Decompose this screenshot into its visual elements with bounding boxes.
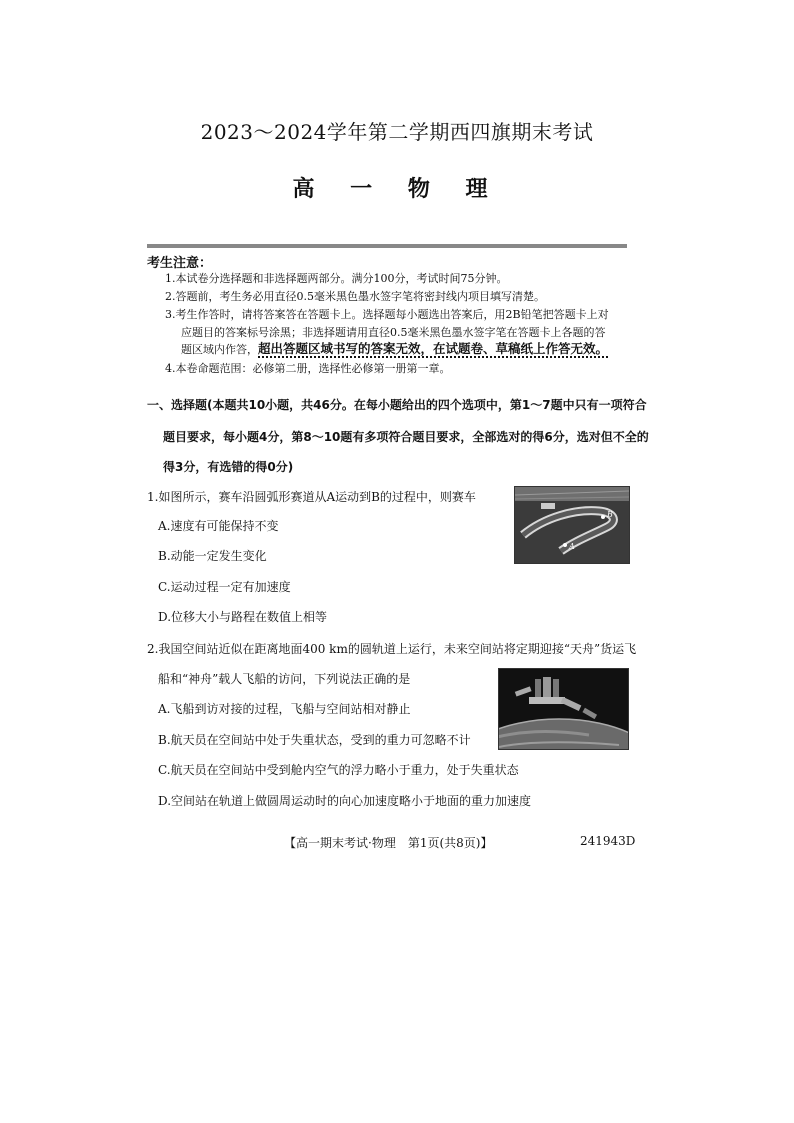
question-2-stem-line-2: 船和“神舟”载人飞船的访问，下列说法正确的是	[158, 672, 411, 686]
question-1-option-c: C.运动过程一定有加速度	[158, 580, 291, 594]
question-2-option-c: C.航天员在空间站中受到舱内空气的浮力略小于重力，处于失重状态	[158, 763, 519, 777]
space-station-illustration	[499, 669, 628, 749]
question-2-stem-line-1: 2.我国空间站近似在距离地面400 km的圆轨道上运行，未来空间站将定期迎接“天舟”货运飞	[147, 642, 637, 656]
question-1-option-a: A.速度有可能保持不变	[158, 519, 279, 533]
exam-title: 2023～2024学年第二学期西四旗期末考试	[200, 120, 594, 144]
question-2-option-b: B.航天员在空间站中处于失重状态，受到的重力可忽略不计	[158, 733, 471, 747]
notice-item-4: 4.本卷命题范围：必修第二册，选择性必修第一册第一章。	[165, 362, 451, 375]
notice-item-3-plain: 题区域内作答，	[181, 343, 258, 356]
subject-title: 高 一 物 理	[292, 176, 502, 202]
question-1-option-b: B.动能一定发生变化	[158, 549, 267, 563]
footer-code: 241943D	[580, 834, 636, 848]
divider	[147, 244, 627, 248]
notice-item-1: 1.本试卷分选择题和非选择题两部分。满分100分，考试时间75分钟。	[165, 272, 508, 285]
question-1-stem: 1.如图所示，赛车沿圆弧形赛道从A运动到B的过程中，则赛车	[147, 490, 476, 504]
space-station-photo	[498, 668, 629, 750]
notice-item-3-line-2: 应题目的答案标号涂黑；非选择题请用直径0.5毫米黑色墨水签字笔在答题卡上各题的答	[181, 326, 606, 339]
section-1-line-2: 题目要求，每小题4分，第8～10题有多项符合题目要求，全部选对的得6分，选对但不全的	[163, 430, 649, 444]
notice-item-3-emphasis: 超出答题区域书写的答案无效，在试题卷、草稿纸上作答无效。	[258, 341, 609, 356]
section-1-line-1: 一、选择题(本题共10小题，共46分。在每小题给出的四个选项中，第1～7题中只有一项符合	[147, 398, 647, 412]
notice-item-3-line-1: 3.考生作答时，请将答案答在答题卡上。选择题每小题选出答案后，用2B铅笔把答题卡上对	[165, 308, 609, 321]
footer-page-info: 【高一期末考试·物理 第1页(共8页)】	[284, 836, 493, 850]
race-track-photo	[514, 486, 630, 564]
section-1-line-3: 得3分，有选错的得0分)	[163, 460, 294, 474]
race-track-illustration	[515, 487, 629, 563]
notice-item-2: 2.答题前，考生务必用直径0.5毫米黑色墨水签字笔将密封线内项目填写清楚。	[165, 290, 545, 303]
question-1-option-d: D.位移大小与路程在数值上相等	[158, 610, 328, 624]
question-2-option-a: A.飞船到访对接的过程，飞船与空间站相对静止	[158, 702, 411, 716]
notice-heading: 考生注意：	[147, 256, 213, 271]
point-b-label: B	[607, 510, 613, 519]
notice-item-3-line-3	[181, 340, 641, 358]
question-2-option-d: D.空间站在轨道上做圆周运动时的向心加速度略小于地面的重力加速度	[158, 794, 532, 808]
point-a-label: A	[569, 542, 575, 551]
